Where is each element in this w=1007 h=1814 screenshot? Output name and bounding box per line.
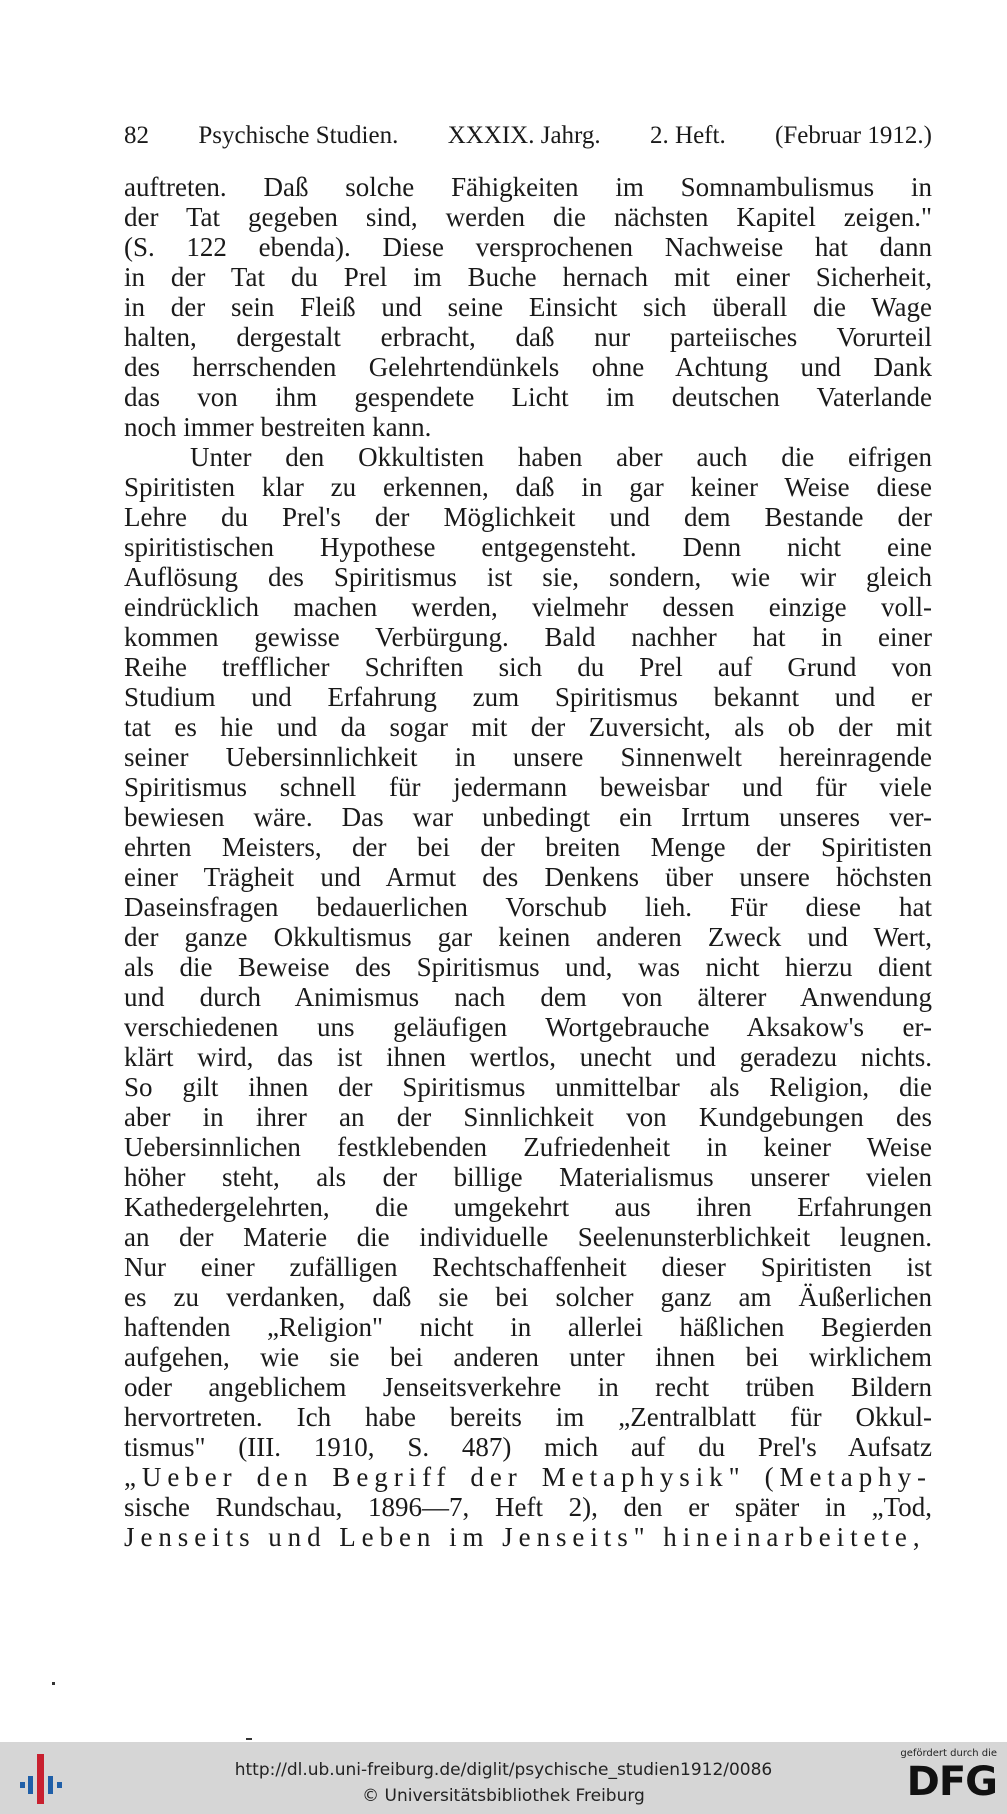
text-line: der ganze Okkultismus gar keinen anderen Zweck und Wert, <box>124 922 932 952</box>
text-line: tat es hie und da sogar mit der Zuversicht, als ob der mit <box>124 712 932 742</box>
dfg-wordmark: DFG <box>906 1759 997 1805</box>
text-line: in der Tat du Prel im Buche hernach mit einer Sicherheit, <box>124 262 932 292</box>
body-text <box>124 172 932 1552</box>
text-line: kommen gewisse Verbürgung. Bald nachher hat in einer <box>124 622 932 652</box>
text-line: klärt wird, das ist ihnen wertlos, unecht und geradezu nichts. <box>124 1042 932 1072</box>
text-line: verschiedenen uns geläufigen Wortgebrauche Aksakow's er- <box>124 1012 932 1042</box>
text-line: in der sein Fleiß und seine Einsicht sich überall die Wage <box>124 292 932 322</box>
copyright-notice: © Universitätsbibliothek Freiburg <box>362 1786 645 1806</box>
text-line: Studium und Erfahrung zum Spiritismus bekannt und er <box>124 682 932 712</box>
dfg-funding-note: gefördert durch die <box>900 1748 997 1759</box>
running-header <box>124 116 932 156</box>
text-line: Daseinsfragen bedauerlichen Vorschub lieh. Für diese hat <box>124 892 932 922</box>
text-line: des herrschenden Gelehrtendünkels ohne Achtung und Dank <box>124 352 932 382</box>
text-line: spiritistischen Hypothese entgegensteht. Denn nicht eine <box>124 532 932 562</box>
text-line: an der Materie die individuelle Seelenunsterblichkeit leugnen. <box>124 1222 932 1252</box>
text-line: ehrten Meisters, der bei der breiten Menge der Spiritisten <box>124 832 932 862</box>
text-line: Auflösung des Spiritismus ist sie, sondern, wie wir gleich <box>124 562 932 592</box>
text-line: halten, dergestalt erbracht, daß nur parteiisches Vorurteil <box>124 322 932 352</box>
text-line: einer Trägheit und Armut des Denkens über unsere höchsten <box>124 862 932 892</box>
text-line: aber in ihrer an der Sinnlichkeit von Kundgebungen des <box>124 1102 932 1132</box>
text-line: als die Beweise des Spiritismus und, was nicht hierzu dient <box>124 952 932 982</box>
text-line: Spiritismus schnell für jedermann beweisbar und für viele <box>124 772 932 802</box>
scan-speck <box>52 1682 55 1685</box>
text-line: und durch Animismus nach dem von älterer Anwendung <box>124 982 932 1012</box>
text-line: (S. 122 ebenda). Diese versprochenen Nachweise hat dann <box>124 232 932 262</box>
text-line: hervortreten. Ich habe bereits im „Zentralblatt für Okkul- <box>124 1402 932 1432</box>
text-line: Uebersinnlichen festklebenden Zufriedenheit in keiner Weise <box>124 1132 932 1162</box>
text-line: das von ihm gespendete Licht im deutschen Vaterlande <box>124 382 932 412</box>
text-line: der Tat gegeben sind, werden die nächsten Kapitel zeigen." <box>124 202 932 232</box>
issue-date: (Februar 1912.) <box>775 122 932 149</box>
issue-label: 2. Heft. <box>650 122 726 149</box>
text-line: Nur einer zufälligen Rechtschaffenheit dieser Spiritisten ist <box>124 1252 932 1282</box>
journal-title: Psychische Studien. <box>198 122 399 149</box>
text-line: Jenseits und Leben im Jenseits" hineinarbeitete, <box>124 1522 926 1552</box>
text-line: Lehre du Prel's der Möglichkeit und dem Bestande der <box>124 502 932 532</box>
text-line: seiner Uebersinnlichkeit in unsere Sinnenwelt hereinragende <box>124 742 932 772</box>
page-number: 82 <box>124 122 149 149</box>
text-line: Spiritisten klar zu erkennen, daß in gar keiner Weise diese <box>124 472 932 502</box>
text-line: aufgehen, wie sie bei anderen unter ihnen bei wirklichem <box>124 1342 932 1372</box>
text-line: So gilt ihnen der Spiritismus unmittelbar als Religion, die <box>124 1072 932 1102</box>
footer-bar <box>0 1742 1007 1814</box>
dfg-logo <box>891 1748 997 1810</box>
text-line: „Ueber den Begriff der Metaphysik" (Metaphy- <box>124 1462 932 1492</box>
text-line: Reihe trefflicher Schriften sich du Prel auf Grund von <box>124 652 932 682</box>
text-line: sische Rundschau, 1896—7, Heft 2), den er später in „Tod, <box>124 1492 932 1522</box>
text-line: haftenden „Religion" nicht in allerlei häßlichen Begierden <box>124 1312 932 1342</box>
text-line: es zu verdanken, daß sie bei solcher ganz am Äußerlichen <box>124 1282 932 1312</box>
source-url[interactable]: http://dl.ub.uni-freiburg.de/diglit/psychische_studien1912/0086 <box>234 1760 773 1780</box>
text-line: bewiesen wäre. Das war unbedingt ein Irrtum unseres ver- <box>124 802 932 832</box>
text-line: oder angeblichem Jenseitsverkehre in recht trüben Bildern <box>124 1372 932 1402</box>
text-line: Kathedergelehrten, die umgekehrt aus ihren Erfahrungen <box>124 1192 932 1222</box>
volume-label: XXXIX. Jahrg. <box>447 122 601 149</box>
scan-speck <box>246 1738 252 1740</box>
text-line: auftreten. Daß solche Fähigkeiten im Somnambulismus in <box>124 172 932 202</box>
text-line: Unter den Okkultisten haben aber auch die eifrigen <box>190 442 932 472</box>
text-line: höher steht, als der billige Materialismus unserer vielen <box>124 1162 932 1192</box>
text-line: noch immer bestreiten kann. <box>124 412 432 442</box>
text-line: tismus" (III. 1910, S. 487) mich auf du Prel's Aufsatz <box>124 1432 932 1462</box>
text-line: eindrücklich machen werden, vielmehr dessen einzige voll- <box>124 592 932 622</box>
